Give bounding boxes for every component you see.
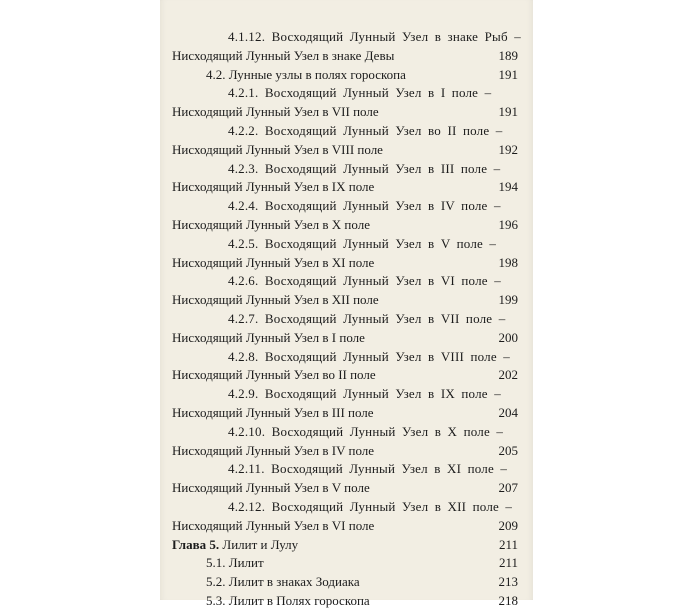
toc-entry-4-2 (172, 66, 518, 85)
toc-entry-title: 4.1.12. Восходящий Лунный Узел в знаке Рыб – (228, 29, 521, 44)
toc-entry-title: 5.1. Лилит (206, 555, 264, 571)
toc-page-number: 194 (498, 179, 518, 195)
toc-entry-continuation-text: Нисходящий Лунный Узел в VIII поле (172, 141, 383, 157)
chapter-label: Глава 5. (172, 536, 220, 552)
toc-page-number: 204 (498, 404, 518, 420)
toc-entry-4-2-10 (172, 423, 518, 442)
toc-entry-continuation-text: Нисходящий Лунный Узел в IX поле (172, 179, 375, 195)
toc-page-number: 189 (498, 47, 518, 63)
toc-entry-4-2-4 (172, 197, 518, 216)
toc-entry-5-2 (172, 573, 518, 592)
toc-entry-title (172, 536, 298, 555)
toc-page-number: 205 (498, 442, 518, 458)
toc-entry-continuation-text: Нисходящий Лунный Узел в I поле (172, 329, 365, 345)
toc-page-number: 218 (498, 592, 518, 608)
toc-entry-title: 4.2.10. Восходящий Лунный Узел в X поле – (228, 423, 504, 439)
toc-page-number: 199 (498, 292, 518, 308)
toc-page-number: 209 (498, 517, 518, 533)
toc-entry-title: 4.2.4. Восходящий Лунный Узел в IV поле – (228, 198, 501, 214)
toc-entry-continuation (172, 141, 518, 160)
toc-page-number: 211 (498, 555, 518, 571)
toc-page-number: 207 (498, 480, 518, 496)
toc-entry-continuation-text: Нисходящий Лунный Узел в VII поле (172, 104, 379, 120)
toc-entry-continuation (172, 254, 518, 273)
toc-entry-5-1 (172, 554, 518, 573)
toc-page-number: 191 (498, 104, 518, 120)
toc-entry-continuation (172, 47, 518, 66)
toc-entry-4-2-6 (172, 272, 518, 291)
toc-entry-continuation-text: Нисходящий Лунный Узел в знаке Девы (172, 47, 395, 63)
toc-entry-continuation-text: Нисходящий Лунный Узел в III поле (172, 404, 374, 420)
toc-entry-title: 4.2.7. Восходящий Лунный Узел в VII поле – (228, 310, 506, 326)
toc-entry-5-3 (172, 592, 518, 611)
toc-entry-4-2-12 (172, 498, 518, 517)
table-of-contents (172, 28, 521, 611)
toc-entry-title: 5.3. Лилит в Полях гороскопа (206, 592, 370, 608)
toc-entry-continuation (172, 366, 518, 385)
toc-entry-title: 4.2.5. Восходящий Лунный Узел в V поле – (228, 235, 497, 251)
toc-entry-continuation (172, 404, 518, 423)
toc-entry-continuation (172, 216, 518, 235)
toc-entry-continuation (172, 291, 518, 310)
toc-page-number: 196 (498, 216, 518, 232)
toc-entry-4-2-11 (172, 460, 518, 479)
toc-entry-continuation-text: Нисходящий Лунный Узел в X поле (172, 216, 370, 232)
toc-entry-title: 4.2.3. Восходящий Лунный Узел в III поле – (228, 160, 501, 176)
toc-entry-chapter-5 (172, 536, 518, 555)
toc-entry-continuation-text: Нисходящий Лунный Узел в V поле (172, 480, 370, 496)
toc-entry-continuation-text: Нисходящий Лунный Узел в XI поле (172, 254, 375, 270)
toc-page-number: 202 (498, 367, 518, 383)
toc-entry-4-2-2 (172, 122, 518, 141)
toc-entry-4-2-3 (172, 160, 518, 179)
toc-entry-continuation (172, 178, 518, 197)
toc-page-number: 213 (498, 574, 518, 590)
toc-entry-continuation (172, 103, 518, 122)
toc-entry-title: 4.2.2. Восходящий Лунный Узел во II поле – (228, 122, 503, 138)
toc-entry-4-2-8 (172, 348, 518, 367)
toc-entry-4-2-5 (172, 235, 518, 254)
toc-entry-title: 4.2. Лунные узлы в полях гороскопа (206, 66, 406, 82)
toc-entry-continuation (172, 517, 518, 536)
toc-page-number: 191 (498, 66, 518, 82)
toc-entry-continuation (172, 329, 518, 348)
toc-entry-continuation-text: Нисходящий Лунный Узел в IV поле (172, 442, 375, 458)
toc-page-number: 200 (498, 329, 518, 345)
toc-entry-title: 4.2.6. Восходящий Лунный Узел в VI поле – (228, 273, 501, 289)
toc-page-number: 198 (498, 254, 518, 270)
toc-entry-4-2-9 (172, 385, 518, 404)
toc-entry-4-2-7 (172, 310, 518, 329)
toc-page-number: 192 (498, 141, 518, 157)
toc-entry-title: 4.2.1. Восходящий Лунный Узел в I поле – (228, 85, 492, 101)
toc-entry-4-1-12 (172, 28, 521, 47)
toc-entry-title: 5.2. Лилит в знаках Зодиака (206, 574, 360, 590)
toc-entry-continuation (172, 479, 518, 498)
toc-entry-title: 4.2.11. Восходящий Лунный Узел в XI поле – (228, 461, 508, 477)
toc-entry-continuation (172, 442, 518, 461)
toc-page-number: 211 (498, 536, 518, 552)
toc-entry-continuation-text: Нисходящий Лунный Узел в XII поле (172, 292, 379, 308)
toc-entry-4-2-1 (172, 84, 518, 103)
toc-entry-title: 4.2.9. Восходящий Лунный Узел в IX поле – (228, 386, 501, 402)
toc-entry-title: 4.2.8. Восходящий Лунный Узел в VIII поле – (228, 348, 510, 364)
chapter-title: Лилит и Лулу (222, 536, 299, 552)
toc-entry-continuation-text: Нисходящий Лунный Узел во II поле (172, 367, 376, 383)
toc-entry-title: 4.2.12. Восходящий Лунный Узел в XII поле – (228, 498, 513, 514)
toc-entry-continuation-text: Нисходящий Лунный Узел в VI поле (172, 517, 375, 533)
